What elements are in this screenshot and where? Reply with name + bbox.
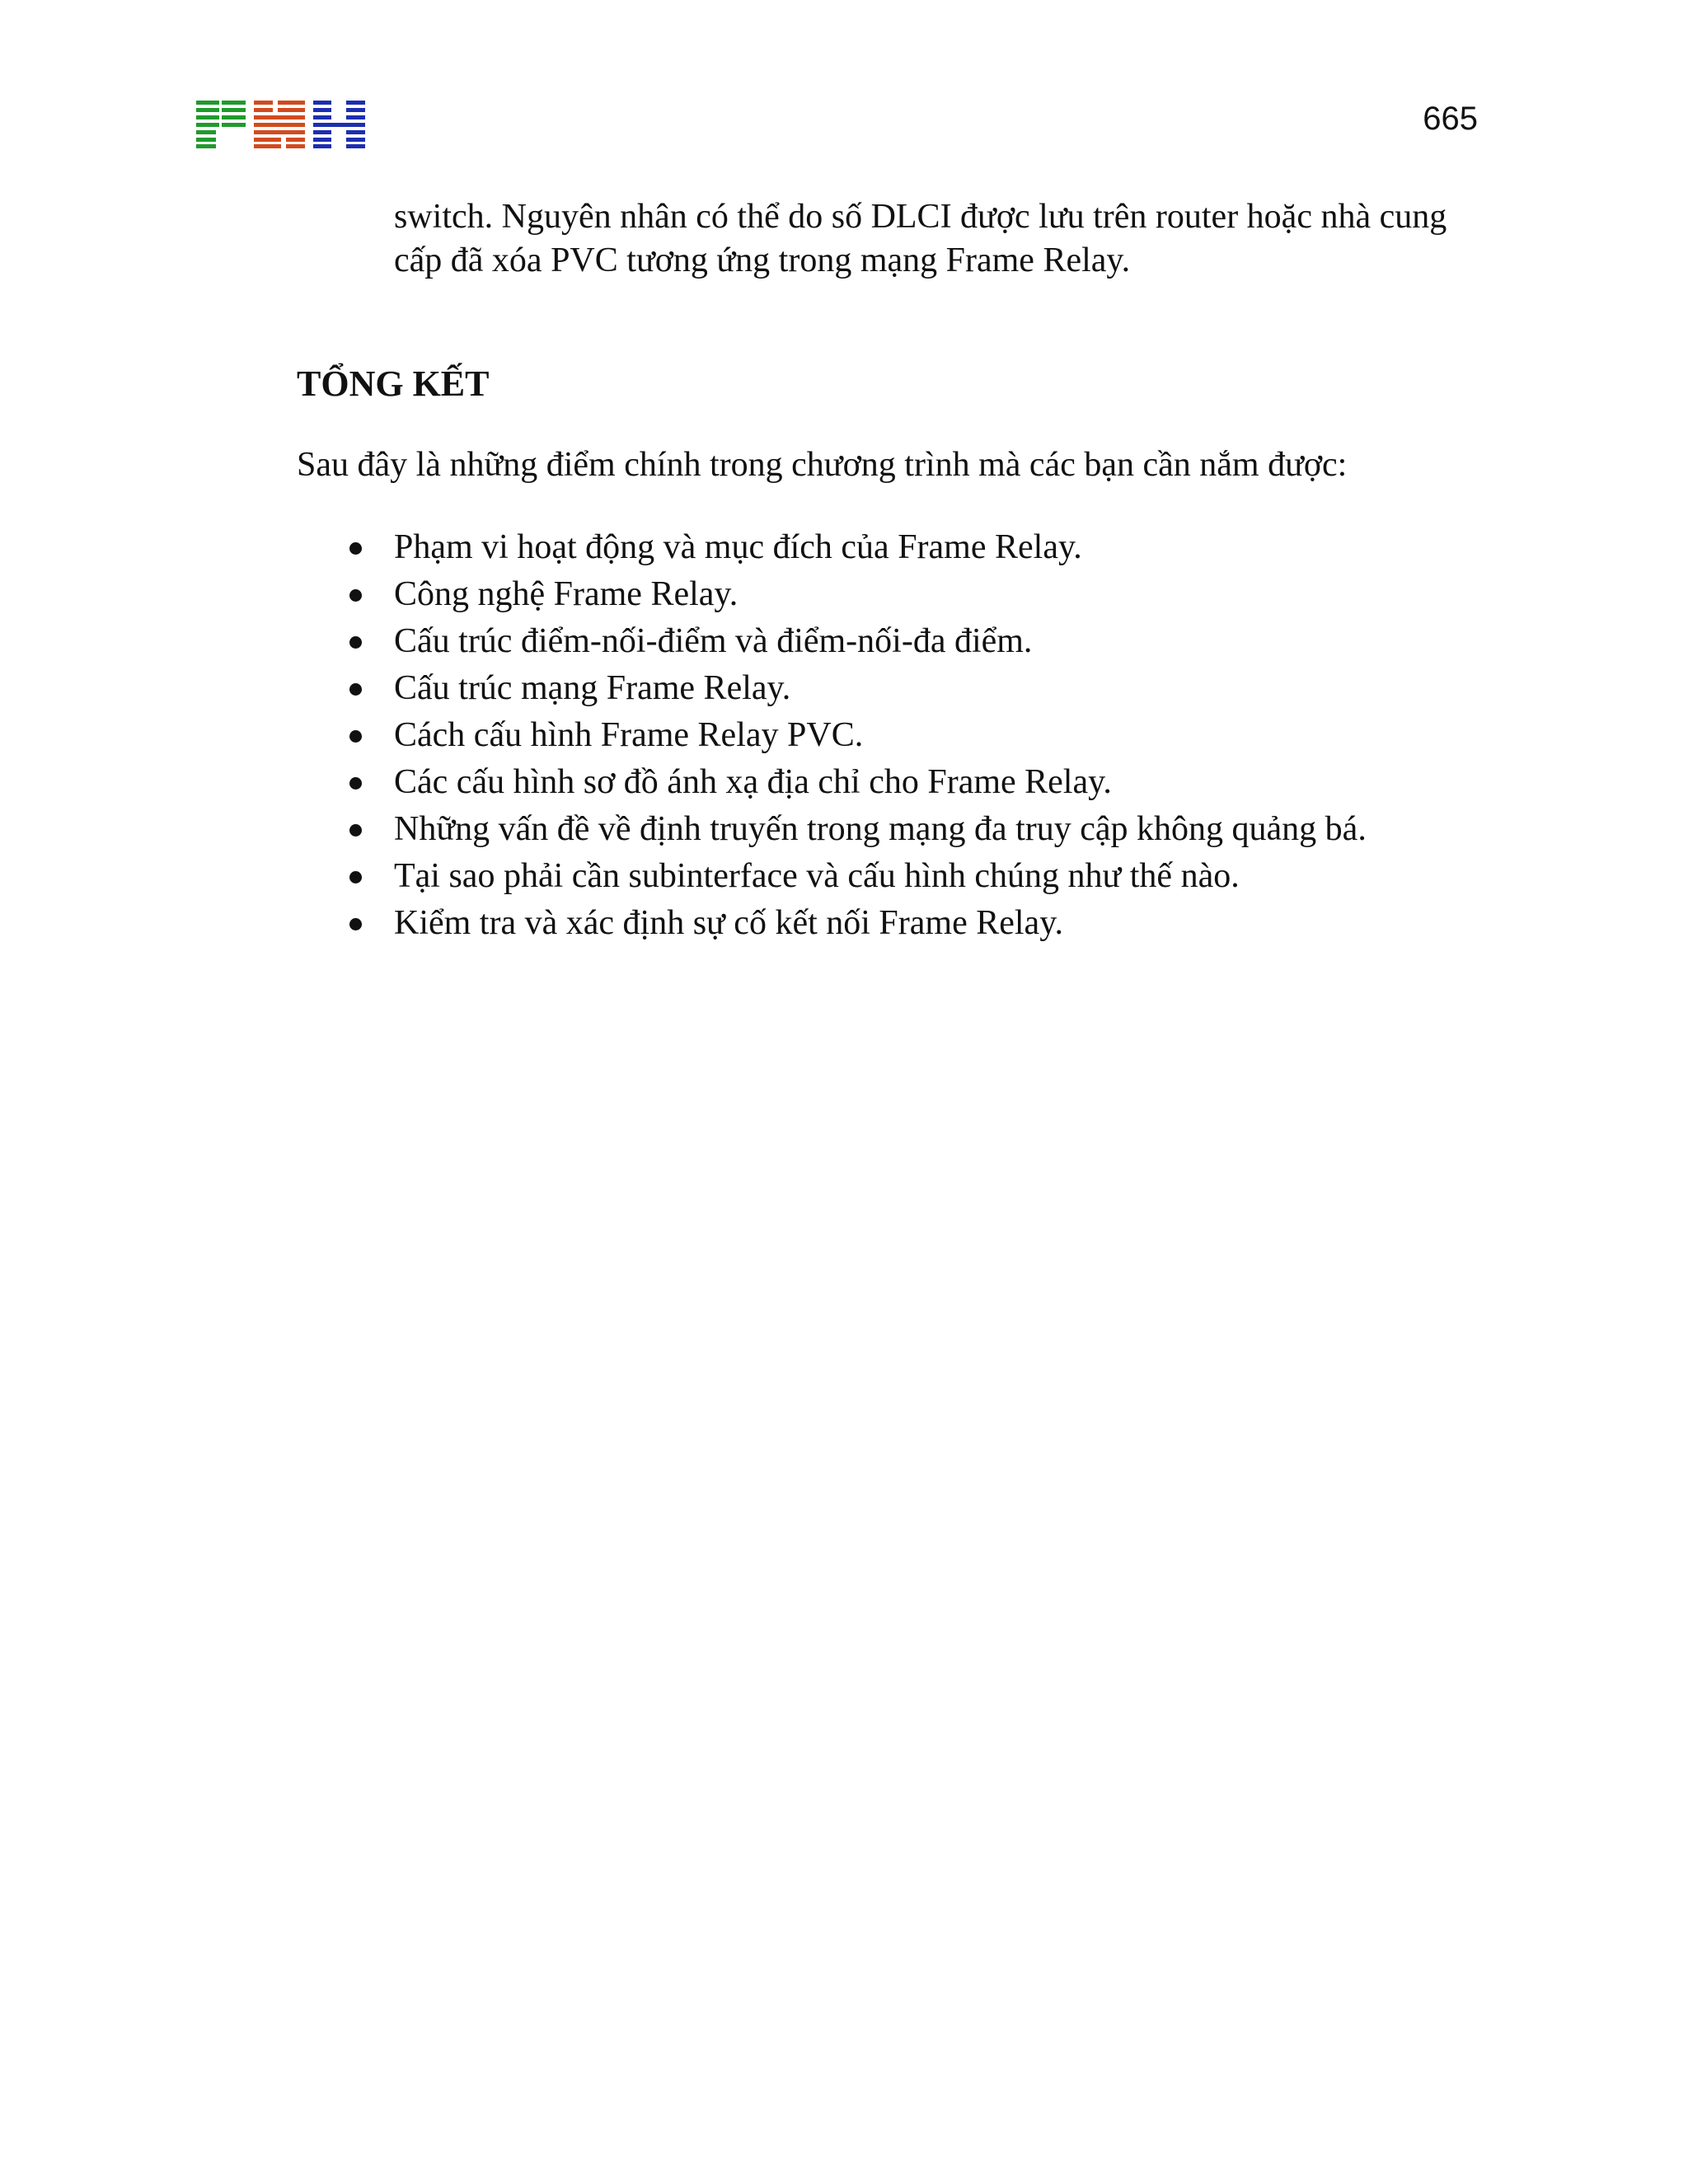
- list-item-text: Công nghệ Frame Relay.: [394, 575, 738, 613]
- bullet-icon: [349, 683, 362, 696]
- list-item: [346, 571, 1367, 618]
- bullet-icon: [349, 918, 362, 930]
- bullet-icon: [349, 824, 362, 837]
- page-number: 665: [1423, 101, 1478, 137]
- logo-letter-h: [313, 101, 365, 148]
- list-item: [346, 759, 1367, 806]
- list-item: [346, 524, 1367, 571]
- list-item-text: Cấu trúc mạng Frame Relay.: [394, 669, 791, 707]
- list-item: [346, 853, 1367, 900]
- bullet-icon: [349, 871, 362, 883]
- bullet-icon: [349, 542, 362, 555]
- list-item: [346, 665, 1367, 712]
- list-item-text: Những vấn đề về định truyến trong mạng đa truy cập không quảng bá.: [394, 810, 1367, 848]
- continuation-paragraph: switch. Nguyên nhân có thể do số DLCI được lưu trên router hoặc nhà cung cấp đã xóa PVC tương ứng trong mạng Frame Relay.: [394, 198, 1447, 279]
- bullet-icon: [349, 730, 362, 743]
- pnh-logo: [196, 101, 365, 148]
- list-item: [346, 806, 1367, 853]
- bullet-icon: [349, 589, 362, 602]
- list-item: [346, 618, 1367, 665]
- summary-intro: Sau đây là những điểm chính trong chương trình mà các bạn cần nắm được:: [297, 446, 1348, 484]
- list-item: [346, 712, 1367, 759]
- list-item: [346, 900, 1367, 947]
- list-item-text: Cấu trúc điểm-nối-điểm và điểm-nối-đa điểm.: [394, 622, 1033, 660]
- summary-list: [346, 524, 1367, 947]
- list-item-text: Phạm vi hoạt động và mục đích của Frame Relay.: [394, 528, 1082, 566]
- bullet-icon: [349, 636, 362, 649]
- logo-letter-p: [196, 101, 246, 148]
- bullet-icon: [349, 777, 362, 790]
- section-heading: TỔNG KẾT: [297, 363, 490, 404]
- list-item-text: Cách cấu hình Frame Relay PVC.: [394, 716, 864, 754]
- list-item-text: Tại sao phải cần subinterface và cấu hình chúng như thế nào.: [394, 857, 1240, 895]
- list-item-text: Các cấu hình sơ đồ ánh xạ địa chỉ cho Frame Relay.: [394, 763, 1112, 801]
- list-item-text: Kiểm tra và xác định sự cố kết nối Frame Relay.: [394, 904, 1063, 942]
- logo-letter-n: [254, 101, 305, 148]
